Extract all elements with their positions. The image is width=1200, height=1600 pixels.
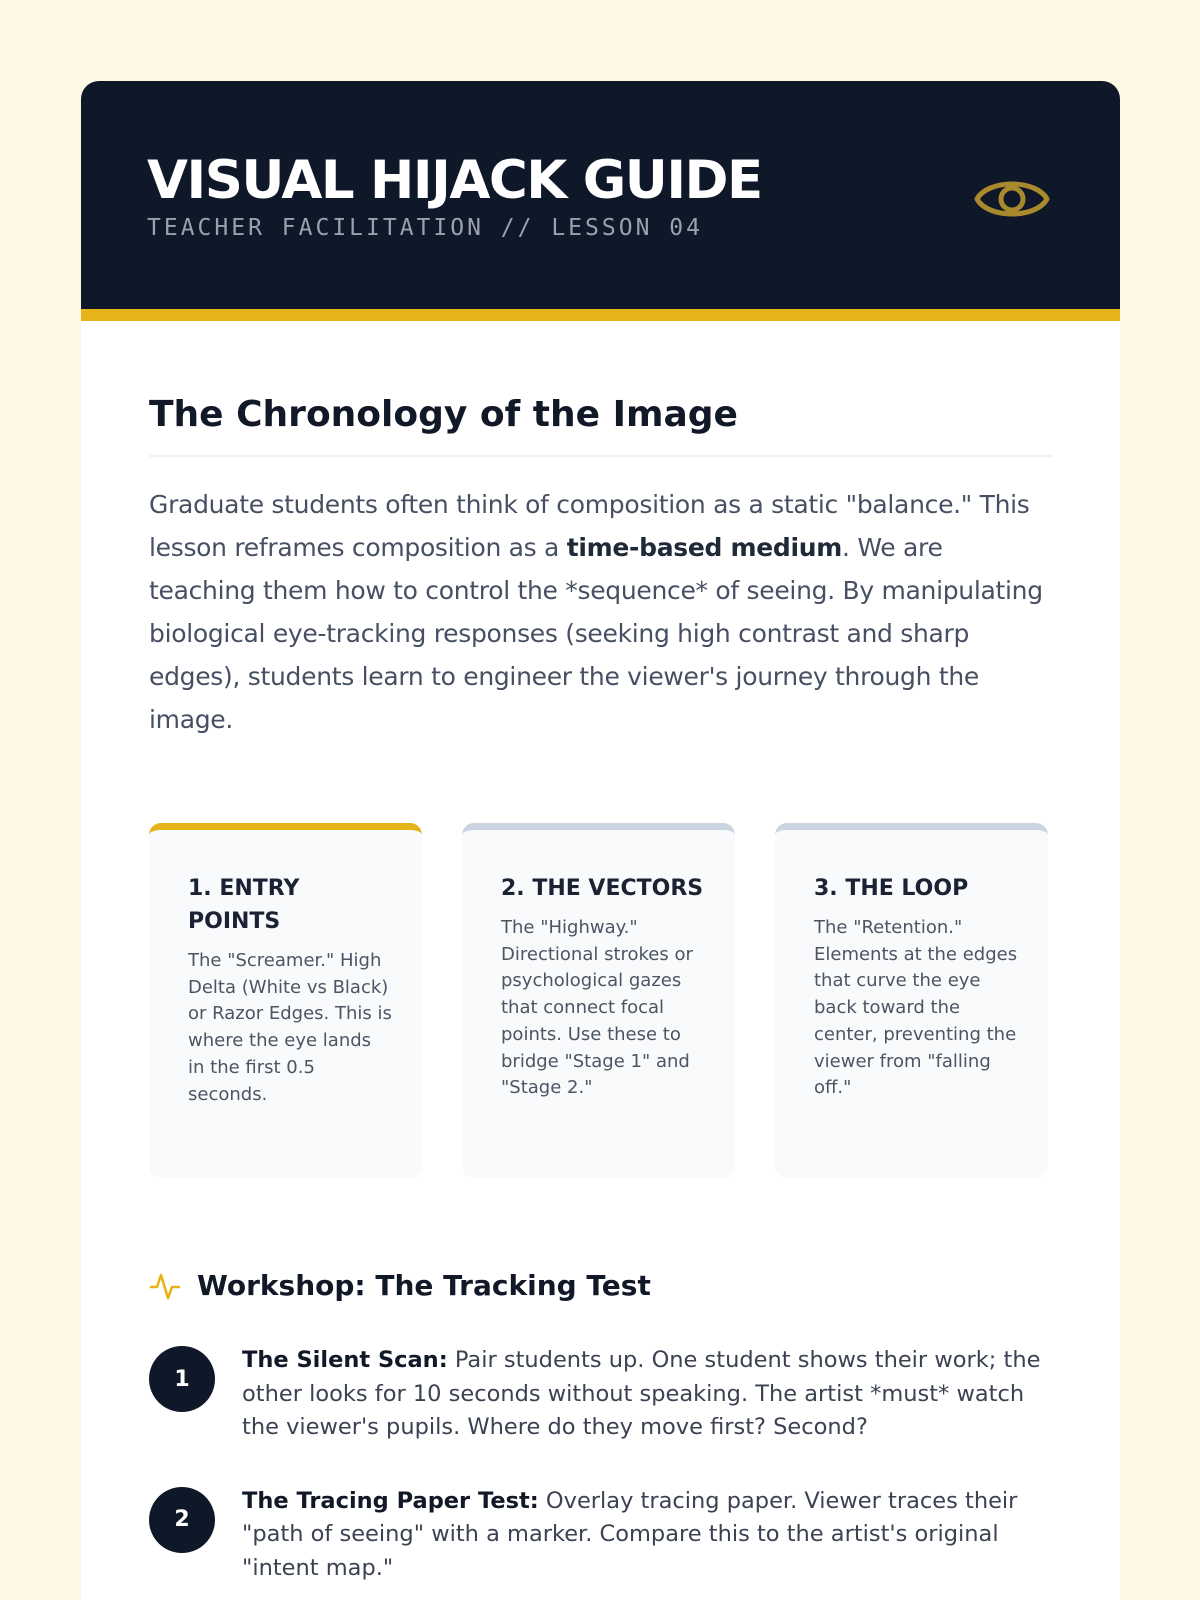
step-text [242,1344,1052,1445]
pillar-text: The "Screamer." High Delta (White vs Black) or Razor Edges. This is where the eye lands in the first 0.5 seconds. [188,950,392,1105]
pillar-title: 1. ENTRY POINTS [188,876,300,934]
step-label: The Tracing Paper Test: [242,1487,539,1514]
guide-card [81,81,1120,1600]
workshop-title: Workshop: The Tracking Test [197,1269,651,1302]
intro-emphasis: time-based medium [566,533,843,562]
step-text [242,1485,1052,1586]
guide-subtitle: TEACHER FACILITATION // LESSON 04 [147,215,703,241]
header [81,81,1120,321]
pillars-row [149,823,1052,1178]
workshop-steps [149,1344,1052,1585]
step-description: Overlay tracing paper. Viewer traces their "path of seeing" with a marker. Compare this to the artist's original "intent map." [242,1487,1018,1581]
pulse-icon [149,1270,181,1302]
step-label: The Silent Scan: [242,1347,448,1373]
intro-paragraph [149,483,1052,741]
pillar-text: The "Retention." Elements at the edges that curve the eye back toward the center, preventing the viewer from "falling off." [814,917,1018,1099]
eye-icon [974,171,1050,227]
intro-text-end: . We are teaching them how to control the *sequence* of seeing. By manipulating biological eye-tracking responses (seeking high contrast and sharp edges), students learn to engineer the viewer's journey through the image. [149,533,1043,734]
pillar-card-loop [775,823,1048,1178]
pillar-card-vectors [462,823,735,1178]
content [81,393,1120,1585]
header-accent-bar [81,309,1120,321]
step-item [149,1485,1052,1586]
guide-title: VISUAL HIJACK GUIDE [147,150,762,211]
step-number-badge: 2 [149,1487,215,1553]
intro-text-start: Graduate students often think of composition as a static "balance." This lesson reframes composition as a [149,490,1030,562]
section-title: The Chronology of the Image [149,393,1052,457]
pillar-text: The "Highway." Directional strokes or psychological gazes that connect focal points. Use these to bridge "Stage 1" and "Stage 2." [501,917,693,1099]
workshop-heading [149,1268,1052,1304]
pillar-title: 2. THE VECTORS [501,876,704,901]
pillar-card-entry-points [149,823,422,1178]
pillar-title: 3. THE LOOP [814,876,969,901]
step-item [149,1344,1052,1445]
step-number-badge: 1 [149,1346,215,1412]
step-description: Pair students up. One student shows their work; the other looks for 10 seconds without speaking. The artist *must* watch the viewer's pupils. Where do they move first? Second? [242,1347,1041,1440]
